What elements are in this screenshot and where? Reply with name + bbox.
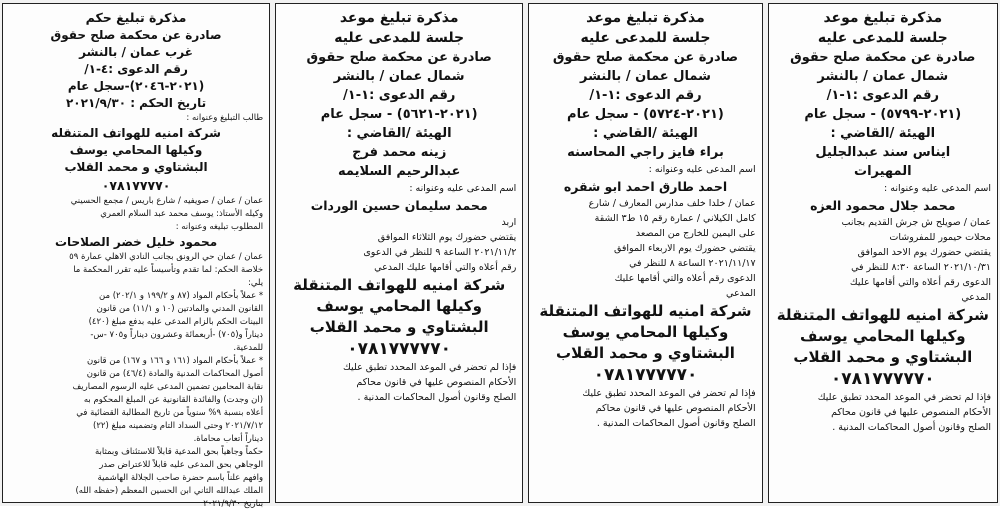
- notice-title: مذكرة تبليغ موعد: [586, 10, 705, 26]
- judge-name-cont: المهيرات: [854, 164, 912, 179]
- hearing-line-3: رقم أعلاه والتي أقامها عليك المدعي: [374, 262, 517, 273]
- judge-label: الهيئة /القاضي :: [346, 126, 452, 141]
- plaintiff-label: المدعي: [726, 288, 756, 299]
- plaintiff-phone: ٠٧٨١٧٧٧٧٧٠: [830, 369, 935, 389]
- plaintiff-agent: وكيلها المحامي يوسف: [316, 297, 483, 315]
- plaintiff-phone: ٠٧٨١٧٧٧٧٧٠: [347, 339, 452, 359]
- warning-line-2: الأحكام المنصوص عليها في قانون محاكم: [595, 403, 756, 414]
- requester-agent-cont: البشتاوي و محمد القلاب: [64, 160, 208, 174]
- defendant-address-cont-2: على اليمين للخارج من المصعد: [635, 228, 756, 239]
- defendant-name: محمد سليمان حسين الوردات: [310, 198, 488, 213]
- plaintiff-name: شركة امنيه للهواتف المتنقلة: [539, 302, 752, 320]
- plaintiff-agent-cont: البشتاوي و محمد القلاب: [309, 318, 489, 336]
- case-number-label: رقم الدعوى :٤-١/: [84, 62, 188, 76]
- plaintiff-agent-cont: البشتاوي و محمد القلاب: [793, 348, 973, 366]
- notice-subtitle: جلسة للمدعى عليه: [817, 30, 948, 46]
- judgment-line-16: الملك عبدالله الثاني ابن الحسين المعظم (حفظه الله): [75, 486, 264, 496]
- judgment-line-5: للمدعية.: [233, 343, 264, 353]
- hearing-line-3: الدعوى رقم أعلاه والتي أقامها عليك: [849, 277, 991, 288]
- judgment-line-14: الوجاهي بحق المدعى عليه قابلاً للاعتراض صدر: [99, 460, 264, 470]
- hearing-line-2: ٢٠٢١/١١/٢ الساعة ٩ للنظر في الدعوى: [363, 247, 517, 258]
- notice-subtitle: جلسة للمدعى عليه: [334, 30, 465, 46]
- judgment-line-7: أصول المحاكمات المدنية والمادة (٤٦/٤) من قانون: [86, 369, 264, 379]
- judgment-line-13: حكماً وجاهياً بحق المدعية قابلاً للاستئناف وبمثابة: [94, 447, 264, 457]
- plaintiff-label: المدعي: [961, 292, 991, 303]
- plaintiff-agent: وكيلها المحامي يوسف: [562, 323, 729, 341]
- judge-name: براء فايز راجي المحاسنه: [567, 145, 724, 160]
- plaintiff-name: شركة امنيه للهواتف المتنقلة: [776, 306, 989, 324]
- case-number-label: رقم الدعوى :١-١/: [343, 88, 456, 103]
- defendant-label: اسم المدعى عليه وعنوانه :: [884, 183, 991, 194]
- judgment-line-6: * عملاً بأحكام المواد (١٦١ و ١٦٦ و ١٦٧) من قانون: [86, 356, 264, 366]
- hearing-line-1: يقتضي حضورك يوم الاحد الموافق: [857, 247, 991, 258]
- judgment-line-3: البينات الحكم بالزام المدعى عليه بدفع مبلغ (٤٢٠): [88, 317, 264, 327]
- judgment-summary: خلاصة الحكم: لما تقدم وتأسيساً عليه تقرر المحكمة ما: [73, 265, 264, 275]
- warning-line-2: الأحكام المنصوص عليها في قانون محاكم: [356, 377, 517, 388]
- warning-line-3: الصلح وقانون أصول المحاكمات المدنية .: [832, 422, 991, 433]
- case-number: (٢٠٢١-٢٠٤٦)-سجل عام: [67, 79, 205, 93]
- plaintiff-agent: وكيلها المحامي يوسف: [799, 327, 966, 345]
- hearing-line-2: ٢٠٢١/١١/١٧ الساعة ٨ للنظر في: [629, 258, 756, 269]
- plaintiff-phone: ٠٧٨١٧٧٧٧٧٠: [593, 365, 698, 385]
- respondent-label: المطلوب تبليغه وعنوانه :: [175, 222, 264, 232]
- court-region: شمال عمان / بالنشر: [333, 69, 465, 84]
- hearing-line-2: ٢٠٢١/١٠/٣١ الساعة ٨:٣٠ للنظر في: [851, 262, 991, 273]
- notice-subtitle: جلسة للمدعى عليه: [580, 30, 711, 46]
- defendant-name: محمد جلال محمود العزه: [810, 198, 956, 213]
- requester-label: طالب التبليغ وعنوانه :: [186, 113, 264, 123]
- defendant-address: اربد: [501, 217, 517, 228]
- requester-lawyer: وكيله الأستاذ: يوسف محمد عبد السلام العمري: [100, 209, 264, 219]
- notice-column-3: [275, 3, 523, 503]
- warning-line-1: فإذا لم تحضر في الموعد المحدد تطبق عليك: [582, 388, 756, 399]
- hearing-line-1: يقتضي حضورك يوم الاربعاء الموافق: [613, 243, 756, 254]
- defendant-label: اسم المدعى عليه وعنوانه :: [648, 164, 756, 175]
- judgment-line-12: ديناراً أتعاب محاماة.: [193, 434, 264, 444]
- notice-column-4: [2, 3, 270, 509]
- hearing-line-3: الدعوى رقم أعلاه والتي أقامها عليك: [614, 273, 756, 284]
- plaintiff-name: شركة امنيه للهواتف المتنقلة: [293, 276, 506, 294]
- respondent-name: محمود خليل خضر الصلاحات: [54, 235, 218, 249]
- defendant-address: عمان / خلدا خلف مدارس المعارف / شارع: [588, 198, 756, 209]
- court-name: صادرة عن محكمة صلح حقوق: [790, 50, 976, 65]
- notice-title: مذكرة تبليغ موعد: [339, 10, 459, 26]
- notice-column-2: [528, 3, 762, 503]
- judge-name-cont: عبدالرحيم السلايمه: [337, 164, 461, 179]
- warning-line-3: الصلح وقانون أصول المحاكمات المدنية .: [596, 418, 756, 429]
- judgment-date: تاريخ الحكم : ٢٠٢١/٩/٣٠: [65, 96, 207, 110]
- judge-label: الهيئة /القاضي :: [593, 126, 698, 141]
- defendant-address-cont: محلات حيمور للمفروشات: [889, 232, 991, 243]
- requester-name: شركة امنيه للهواتف المتنقله: [51, 126, 221, 140]
- judge-name: زينه محمد فرج: [352, 145, 447, 160]
- defendant-address: عمان / صويلح ش جرش القديم بجانب: [841, 217, 991, 228]
- plaintiff-agent-cont: البشتاوي و محمد القلاب: [556, 344, 735, 362]
- judgment-summary-cont: يلي:: [247, 278, 264, 288]
- case-number-label: رقم الدعوى :١-١/: [826, 88, 939, 103]
- court-name: صادرة عن محكمة صلح حقوق: [50, 28, 222, 42]
- judgment-line-15: وافهم علناً باسم حضرة صاحب الجلالة الهاشمية: [97, 473, 264, 483]
- judgment-date-footer: بتاريخ ٢٠٢١/٩/٣٠: [203, 499, 264, 509]
- hearing-line-1: يقتضي حضورك يوم الثلاثاء الموافق: [377, 232, 517, 243]
- case-number-label: رقم الدعوى :١-١/: [589, 88, 702, 103]
- notice-column-1: [768, 3, 998, 503]
- case-number: (٢٠٢١-٥٦٢١) - سجل عام: [320, 107, 478, 122]
- requester-address: عمان / عمان / صويفيه / شارع باريس / مجمع الحسيني: [70, 196, 264, 206]
- court-region: شمال عمان / بالنشر: [817, 69, 949, 84]
- warning-line-3: الصلح وقانون أصول المحاكمات المدنية .: [357, 392, 517, 403]
- judgment-line-8: نقابة المحامين تضمين المدعى عليه الرسوم المصاريف: [72, 382, 264, 392]
- warning-line-1: فإذا لم تحضر في الموعد المحدد تطبق عليك: [343, 362, 517, 373]
- judgment-line-2: القانون المدني والمادتين (١٠ و ١١/١) من قانون: [96, 304, 264, 314]
- court-name: صادرة عن محكمة صلح حقوق: [306, 50, 492, 65]
- court-name: صادرة عن محكمة صلح حقوق: [552, 50, 739, 65]
- judge-label: الهيئة /القاضي :: [830, 126, 936, 141]
- court-region: غرب عمان / بالنشر: [79, 45, 193, 59]
- notice-title: مذكرة تبليغ موعد: [823, 10, 943, 26]
- warning-line-2: الأحكام المنصوص عليها في قانون محاكم: [831, 407, 991, 418]
- notice-title: مذكرة تبليغ حكم: [85, 10, 187, 25]
- case-number: (٢٠٢١-٥٧٩٩) - سجل عام: [804, 107, 962, 122]
- judgment-line-4: ديناراً و(٧٠٥) -أربعمائة وعشرون ديناراً و٧٠٥ -س-: [90, 330, 264, 340]
- requester-phone: ٠٧٨١٧٧٧٧٠: [101, 178, 171, 193]
- judgment-line-10: أعلاه بنسبة ٩% سنوياً من تاريخ المطالبة القضائية في: [76, 408, 264, 418]
- judgment-line-9: (ان وجدت) والفائدة القانونية عن المبلغ المحكوم به: [83, 395, 264, 405]
- defendant-label: اسم المدعى عليه وعنوانه :: [409, 183, 517, 194]
- judgment-line-11: ٢٠٢١/٧/١٢ وحتى السداد التام وتضمينه مبلغ (٢٢): [92, 421, 264, 431]
- warning-line-1: فإذا لم تحضر في الموعد المحدد تطبق عليك: [817, 392, 991, 403]
- judgment-line-1: * عملاً بأحكام المواد (٨٧ و ١٩٩/٢ و ٢٠٢/١) من: [99, 291, 264, 301]
- defendant-name: احمد طارق احمد ابو شقره: [563, 179, 728, 194]
- judge-name: ايناس سند عبدالجليل: [815, 145, 951, 160]
- case-number: (٢٠٢١-٥٧٢٤) - سجل عام: [567, 107, 724, 122]
- requester-agent: وكيلها المحامي يوسف: [69, 143, 203, 157]
- respondent-address: عمان / عمان حي الرونق بجانب النادي الاهلي عمارة ٥٩: [69, 252, 264, 262]
- defendant-address-cont: كامل الكيلاني / عمارة رقم ١٥ ط٣ الشقة: [594, 213, 756, 224]
- court-region: شمال عمان / بالنشر: [580, 69, 711, 84]
